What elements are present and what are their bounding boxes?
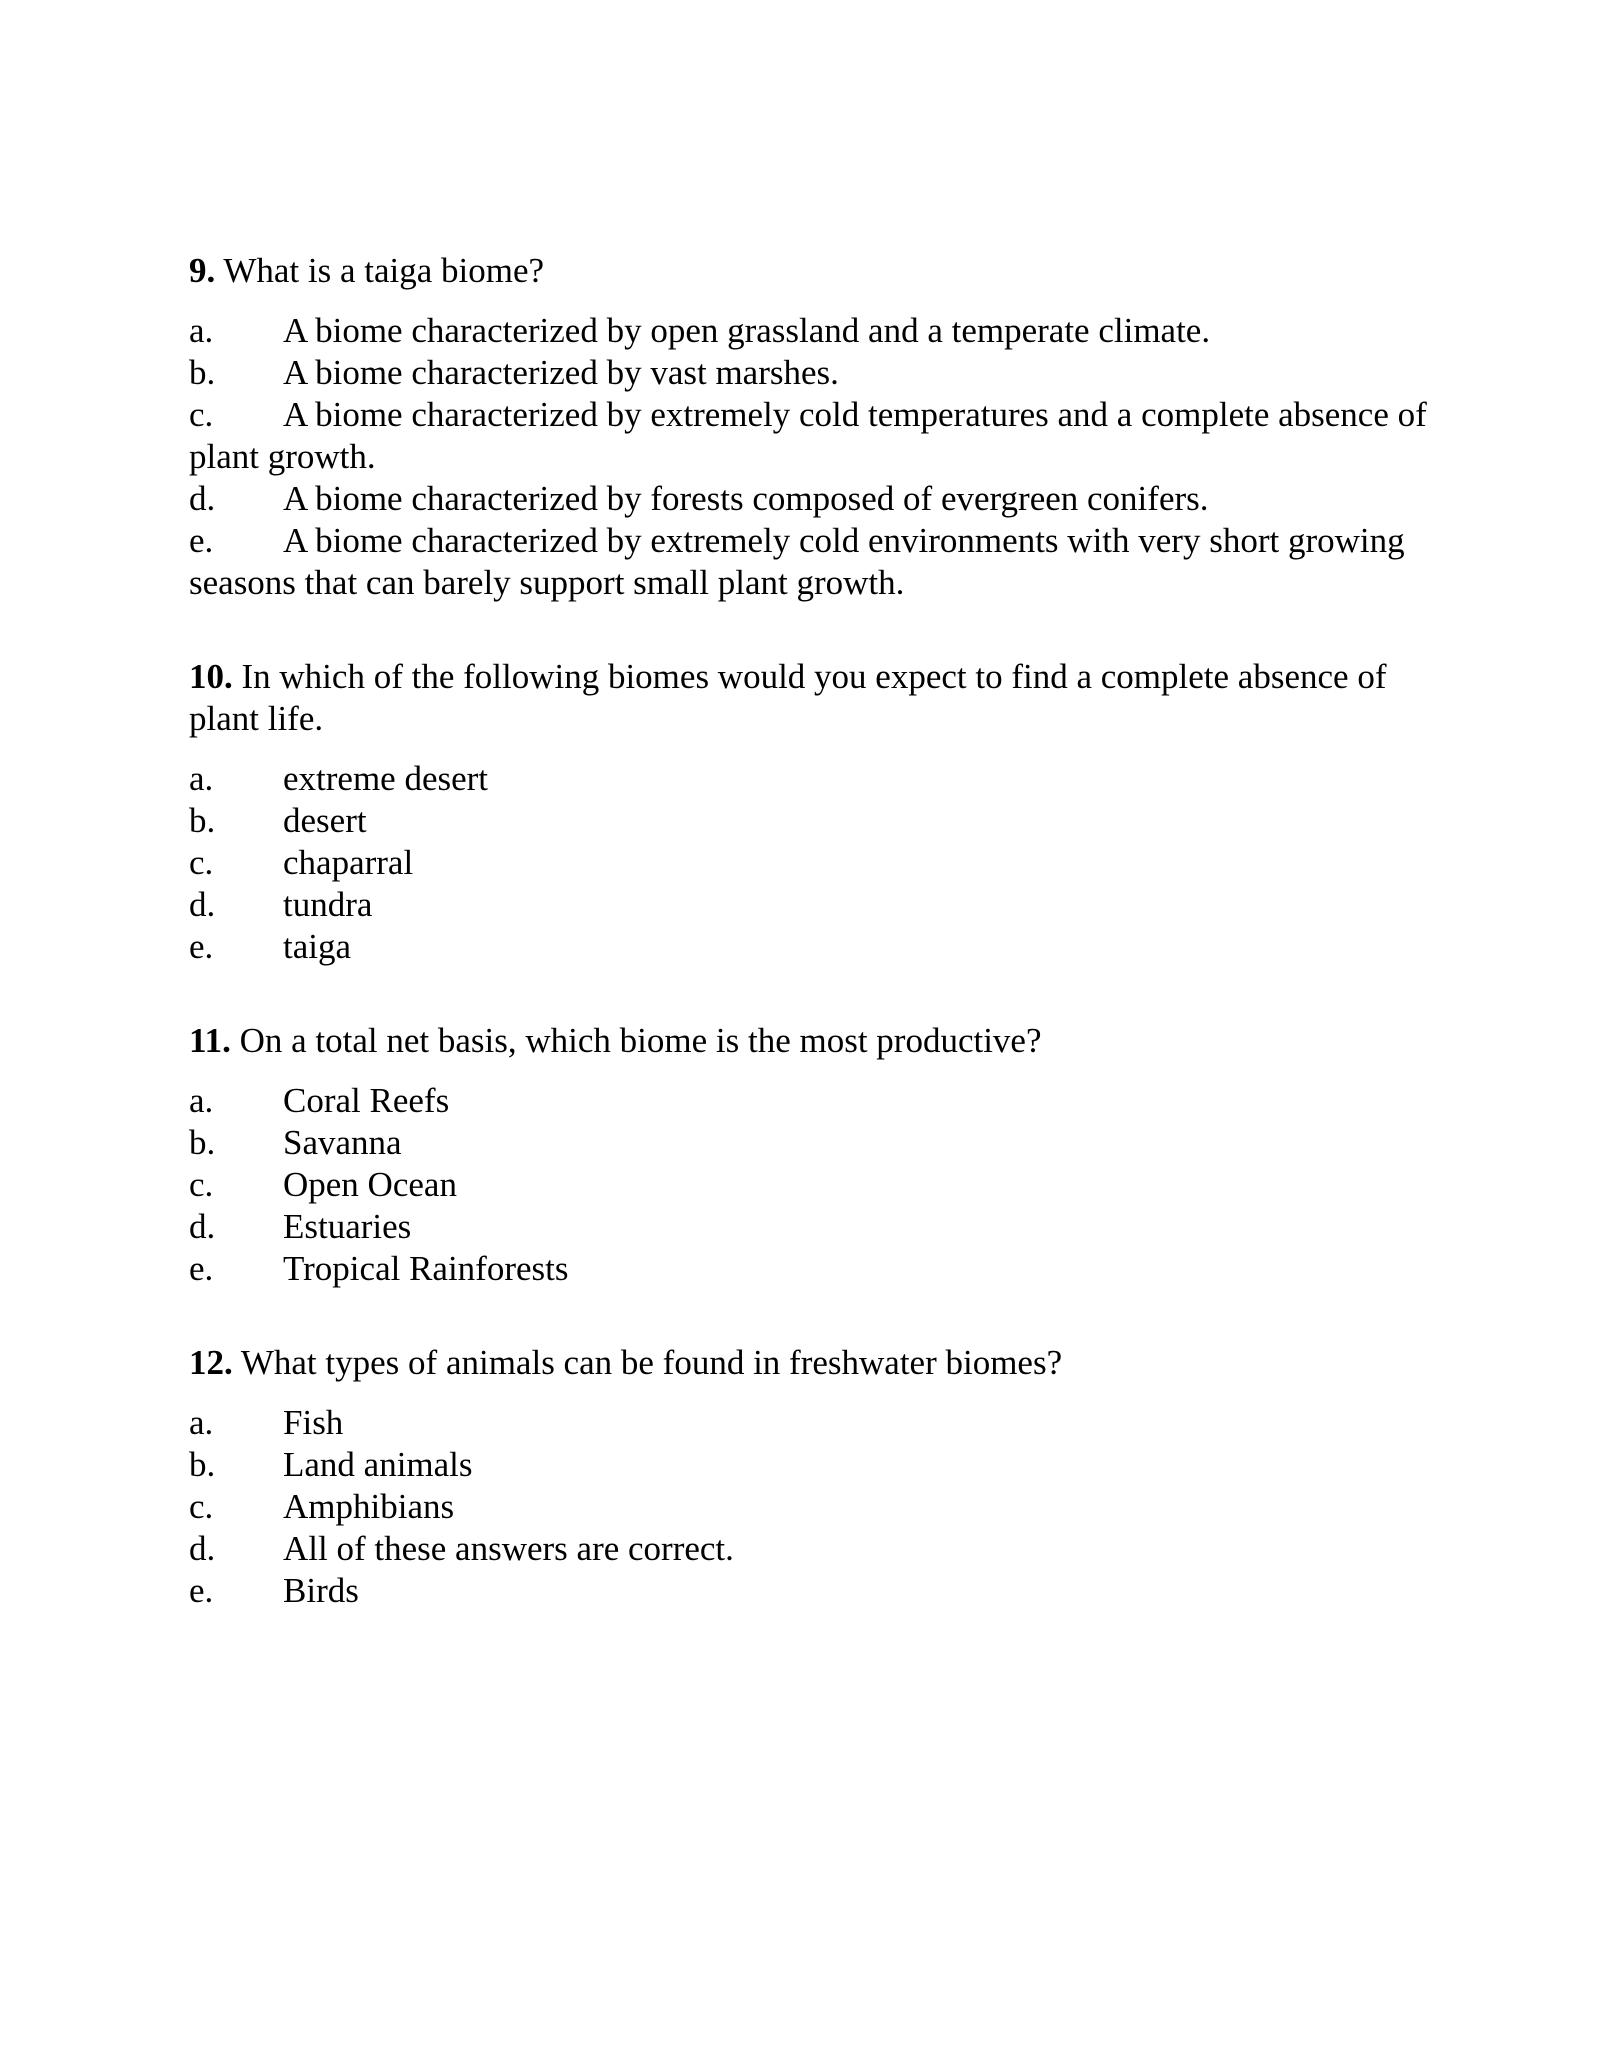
option-b (189, 800, 1449, 842)
option-e (189, 520, 1449, 604)
question-stem (189, 250, 1449, 292)
option-a (189, 1080, 1449, 1122)
question-stem (189, 1020, 1449, 1062)
option-letter: e. (189, 1249, 214, 1288)
option-text: Birds (283, 1571, 359, 1610)
option-letter: d. (189, 479, 216, 518)
option-text: A biome characterized by open grassland and a temperate climate. (283, 311, 1211, 350)
question-text: On a total net basis, which biome is the most productive? (230, 1021, 1042, 1060)
option-text: Land animals (283, 1445, 473, 1484)
option-letter: b. (189, 353, 216, 392)
option-d (189, 884, 1449, 926)
question-12 (189, 1342, 1449, 1612)
question-number: 11. (189, 1021, 231, 1060)
option-text: All of these answers are correct. (283, 1529, 734, 1568)
option-a (189, 1402, 1449, 1444)
option-letter: a. (189, 311, 214, 350)
option-letter: d. (189, 1207, 216, 1246)
option-text: Amphibians (283, 1487, 455, 1526)
option-e (189, 1248, 1449, 1290)
option-letter: b. (189, 1445, 216, 1484)
option-a (189, 758, 1449, 800)
question-stem (189, 1342, 1449, 1384)
option-letter: e. (189, 1571, 214, 1610)
option-text: Fish (283, 1403, 344, 1442)
option-e (189, 1570, 1449, 1612)
option-c (189, 1486, 1449, 1528)
option-c (189, 394, 1449, 478)
option-text: Estuaries (283, 1207, 412, 1246)
option-list (189, 310, 1449, 604)
option-letter: c. (189, 843, 214, 882)
option-b (189, 1122, 1449, 1164)
option-text: taiga (283, 927, 352, 966)
question-10 (189, 656, 1449, 968)
option-a (189, 310, 1449, 352)
option-d (189, 1206, 1449, 1248)
option-text: A biome characterized by extremely cold temperatures and a complete absence of plant growth. (189, 395, 1427, 476)
option-list (189, 1402, 1449, 1612)
option-text: desert (283, 801, 367, 840)
option-text: Tropical Rainforests (283, 1249, 569, 1288)
option-letter: c. (189, 395, 214, 434)
option-d (189, 478, 1449, 520)
option-text: Open Ocean (283, 1165, 457, 1204)
option-e (189, 926, 1449, 968)
option-c (189, 842, 1449, 884)
option-b (189, 352, 1449, 394)
option-letter: c. (189, 1165, 214, 1204)
option-letter: b. (189, 1123, 216, 1162)
option-letter: d. (189, 1529, 216, 1568)
option-text: A biome characterized by extremely cold environments with very short growing seasons that can barely support small plant growth. (189, 521, 1405, 602)
question-text: What is a taiga biome? (215, 251, 545, 290)
question-text: In which of the following biomes would you expect to find a complete absence of plant life. (189, 657, 1387, 738)
option-text: chaparral (283, 843, 414, 882)
question-9 (189, 250, 1449, 604)
option-letter: e. (189, 927, 214, 966)
option-text: A biome characterized by forests composed of evergreen conifers. (283, 479, 1209, 518)
option-text: Coral Reefs (283, 1081, 450, 1120)
option-text: tundra (283, 885, 373, 924)
option-c (189, 1164, 1449, 1206)
question-number: 12. (189, 1343, 233, 1382)
option-text: A biome characterized by vast marshes. (283, 353, 839, 392)
option-text: extreme desert (283, 759, 489, 798)
option-b (189, 1444, 1449, 1486)
option-d (189, 1528, 1449, 1570)
option-letter: c. (189, 1487, 214, 1526)
option-letter: e. (189, 521, 214, 560)
question-text: What types of animals can be found in freshwater biomes? (232, 1343, 1063, 1382)
option-text: Savanna (283, 1123, 402, 1162)
question-stem (189, 656, 1449, 740)
option-letter: a. (189, 1081, 214, 1120)
option-list (189, 758, 1449, 968)
option-letter: d. (189, 885, 216, 924)
question-11 (189, 1020, 1449, 1290)
question-number: 9. (189, 251, 216, 290)
option-list (189, 1080, 1449, 1290)
question-number: 10. (189, 657, 233, 696)
option-letter: a. (189, 1403, 214, 1442)
option-letter: a. (189, 759, 214, 798)
option-letter: b. (189, 801, 216, 840)
document-page (189, 250, 1449, 1612)
